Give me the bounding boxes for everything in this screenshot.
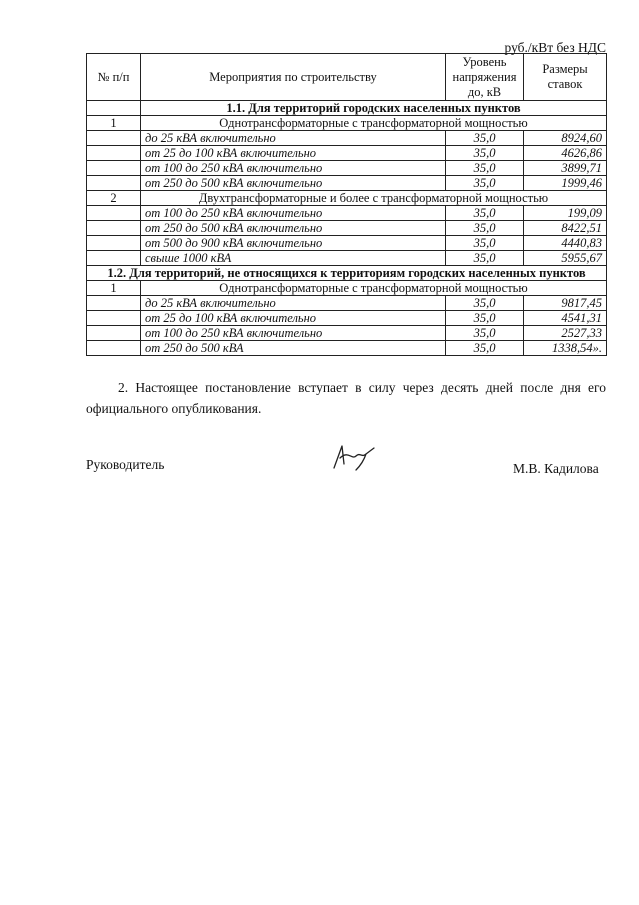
group-num: 1: [87, 281, 141, 296]
table-row: [87, 131, 607, 146]
signatory-name: М.В. Кадилова: [513, 461, 599, 476]
group-label: Двухтрансформаторные и более с трансформаторной мощностью: [141, 191, 607, 206]
header-event: Мероприятия по строительству: [141, 54, 446, 101]
row-voltage: 35,0: [446, 176, 524, 191]
rates-table: [86, 53, 607, 356]
row-rate: 8924,60: [524, 131, 607, 146]
table-row: [87, 311, 607, 326]
group-label: Однотрансформаторные с трансформаторной мощностью: [141, 281, 607, 296]
row-label: от 100 до 250 кВА включительно: [141, 161, 446, 176]
table-row: [87, 176, 607, 191]
row-rate: 199,09: [524, 206, 607, 221]
row-rate: 5955,67: [524, 251, 607, 266]
group-num: 2: [87, 191, 141, 206]
row-label: от 250 до 500 кВА включительно: [141, 221, 446, 236]
group-num: 1: [87, 116, 141, 131]
row-rate: 4541,31: [524, 311, 607, 326]
handwritten-signature: [330, 440, 380, 472]
row-voltage: 35,0: [446, 131, 524, 146]
row-rate: 9817,45: [524, 296, 607, 311]
table-row: [87, 296, 607, 311]
row-rate: 1338,54».: [524, 341, 607, 356]
row-voltage: 35,0: [446, 206, 524, 221]
table-row: [87, 251, 607, 266]
row-voltage: 35,0: [446, 146, 524, 161]
row-rate: 4440,83: [524, 236, 607, 251]
signatory-role: Руководитель: [86, 457, 165, 472]
row-label: от 250 до 500 кВА включительно: [141, 176, 446, 191]
table-row: [87, 206, 607, 221]
header-voltage: Уровень напряжения до, кВ: [446, 54, 524, 101]
table-row: [87, 236, 607, 251]
row-voltage: 35,0: [446, 161, 524, 176]
table-row: [87, 221, 607, 236]
row-label: до 25 кВА включительно: [141, 296, 446, 311]
table-row: [87, 326, 607, 341]
group-row: [87, 191, 607, 206]
section-1-title: 1.1. Для территорий городских населенных пунктов: [141, 101, 607, 116]
header-rate: Размеры ставок: [524, 54, 607, 101]
table-row: [87, 146, 607, 161]
row-voltage: 35,0: [446, 311, 524, 326]
section-2-title: 1.2. Для территорий, не относящихся к территориям городских населенных пунктов: [87, 266, 607, 281]
row-label: свыше 1000 кВА: [141, 251, 446, 266]
section-title-row: [87, 266, 607, 281]
row-rate: 2527,33: [524, 326, 607, 341]
row-voltage: 35,0: [446, 221, 524, 236]
row-voltage: 35,0: [446, 296, 524, 311]
row-voltage: 35,0: [446, 341, 524, 356]
effective-date-paragraph: 2. Настоящее постановление вступает в силу через десять дней после дня его официального опубликования.: [86, 380, 606, 416]
table-row: [87, 161, 607, 176]
table-header-row: [87, 54, 607, 101]
row-label: от 25 до 100 кВА включительно: [141, 311, 446, 326]
group-row: [87, 116, 607, 131]
row-voltage: 35,0: [446, 251, 524, 266]
row-voltage: 35,0: [446, 236, 524, 251]
row-label: от 25 до 100 кВА включительно: [141, 146, 446, 161]
row-rate: 3899,71: [524, 161, 607, 176]
header-num: № п/п: [87, 54, 141, 101]
unit-note: руб./кВт без НДС: [504, 40, 606, 55]
row-label: от 250 до 500 кВА: [141, 341, 446, 356]
table-row: [87, 341, 607, 356]
row-rate: 8422,51: [524, 221, 607, 236]
section-title-row: [87, 101, 607, 116]
row-label: от 100 до 250 кВА включительно: [141, 326, 446, 341]
row-rate: 1999,46: [524, 176, 607, 191]
row-label: от 500 до 900 кВА включительно: [141, 236, 446, 251]
group-row: [87, 281, 607, 296]
row-label: до 25 кВА включительно: [141, 131, 446, 146]
row-rate: 4626,86: [524, 146, 607, 161]
row-voltage: 35,0: [446, 326, 524, 341]
row-label: от 100 до 250 кВА включительно: [141, 206, 446, 221]
group-label: Однотрансформаторные с трансформаторной мощностью: [141, 116, 607, 131]
